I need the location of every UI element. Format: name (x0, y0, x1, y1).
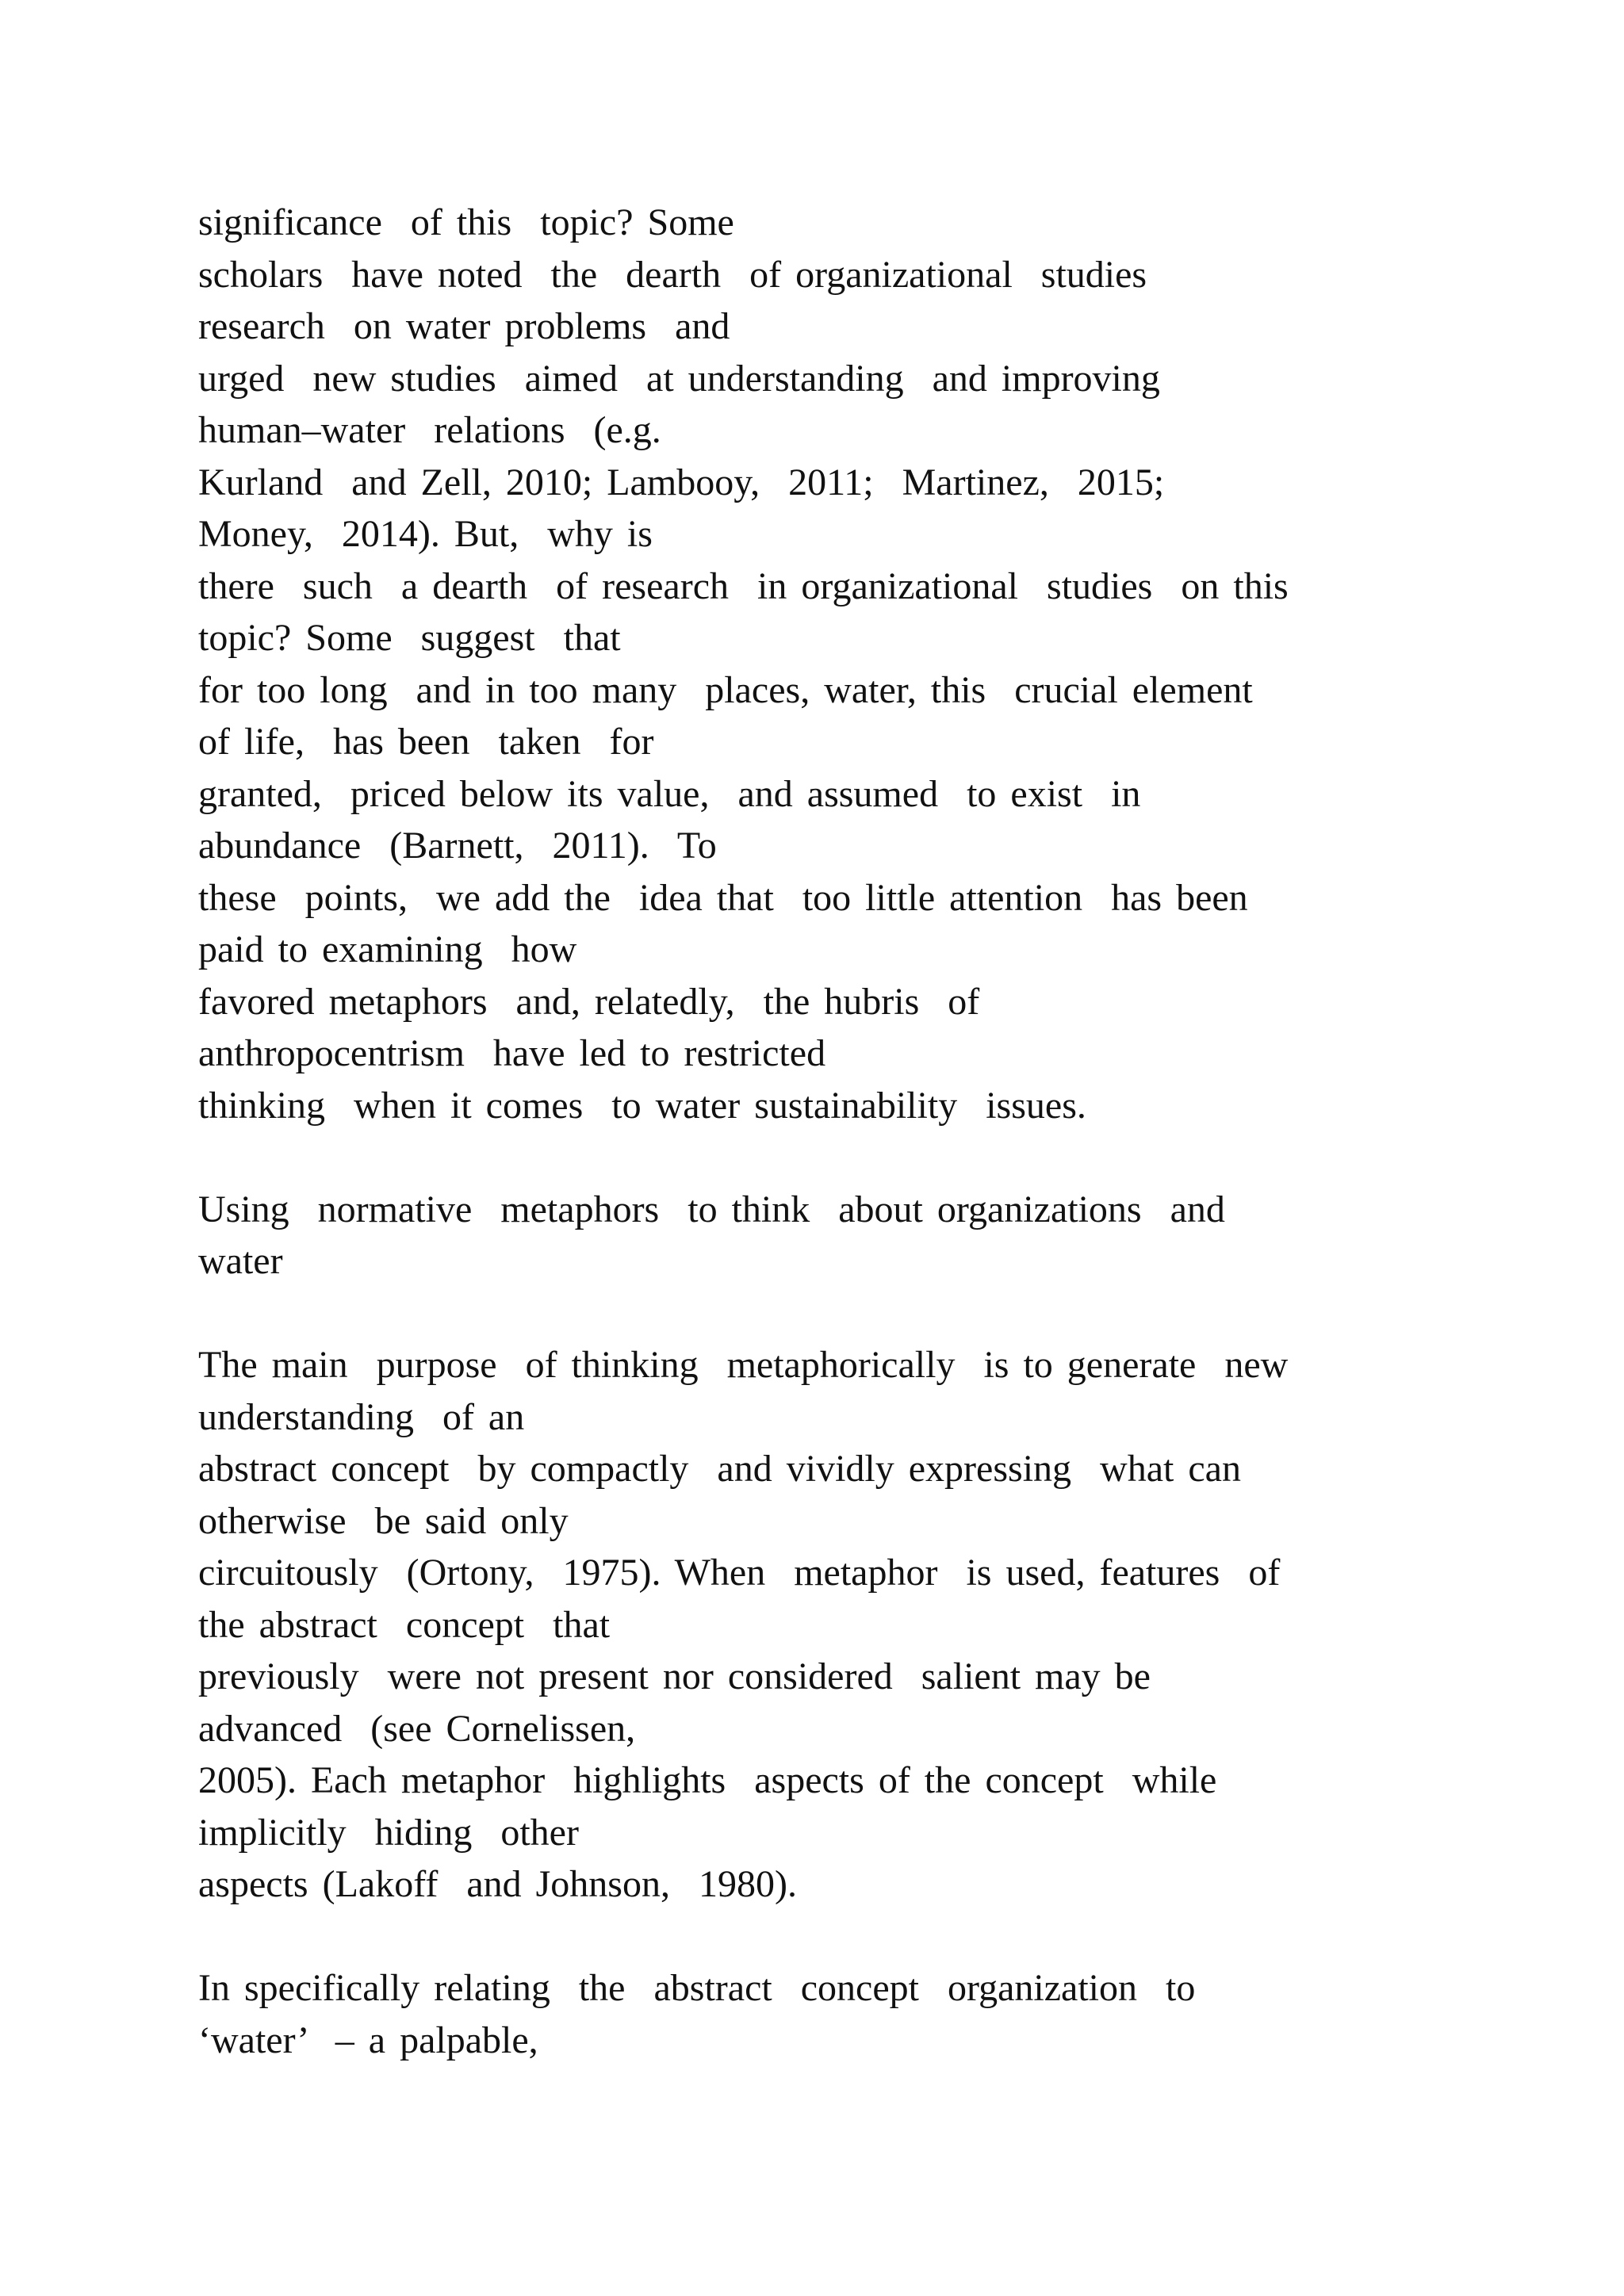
text-line: 2005). Each metaphor highlights aspects of the concept while (198, 1759, 1217, 1801)
section-heading (198, 1184, 1435, 1288)
text-line: of life, has been taken for (198, 721, 654, 763)
text-line: paid to examining how (198, 928, 577, 970)
text-line: the abstract concept that (198, 1603, 611, 1646)
paragraph-gap (198, 1911, 1435, 1963)
text-line: for too long and in too many places, water, this crucial element (198, 668, 1253, 711)
text-line: scholars have noted the dearth of organizational studies (198, 253, 1147, 296)
text-line: aspects (Lakoff and Johnson, 1980). (198, 1863, 797, 1905)
text-line: otherwise be said only (198, 1499, 569, 1542)
paragraph-1 (198, 197, 1435, 1131)
paragraph-gap (198, 1288, 1435, 1340)
text-line: Money, 2014). But, why is (198, 513, 653, 555)
paragraph-gap (198, 1131, 1435, 1184)
text-line: abundance (Barnett, 2011). To (198, 825, 717, 867)
text-line: human–water relations (e.g. (198, 409, 661, 451)
text-line: thinking when it comes to water sustainability issues. (198, 1084, 1086, 1127)
text-line: The main purpose of thinking metaphorically is to generate new (198, 1344, 1289, 1386)
text-line: topic? Some suggest that (198, 617, 621, 659)
text-line: implicitly hiding other (198, 1811, 579, 1854)
text-line: favored metaphors and, relatedly, the hubris of (198, 980, 980, 1023)
text-line: anthropocentrism have led to restricted (198, 1032, 826, 1074)
text-line: ‘water’ – a palpable, (198, 2019, 538, 2061)
text-line: previously were not present nor considered salient may be (198, 1655, 1151, 1697)
text-line: Kurland and Zell, 2010; Lambooy, 2011; Martinez, 2015; (198, 461, 1165, 503)
text-line: urged new studies aimed at understanding and improving (198, 357, 1160, 400)
body-text (198, 197, 1435, 2066)
text-line: granted, priced below its value, and assumed to exist in (198, 772, 1141, 815)
paragraph-3 (198, 1962, 1435, 2066)
heading-line: Using normative metaphors to think about organizations and (198, 1188, 1225, 1230)
heading-line: water (198, 1240, 283, 1282)
text-line: understanding of an (198, 1395, 525, 1438)
paragraph-2 (198, 1339, 1435, 1911)
text-line: these points, we add the idea that too little attention has been (198, 876, 1248, 919)
text-line: advanced (see Cornelissen, (198, 1707, 636, 1750)
text-line: abstract concept by compactly and vividly expressing what can (198, 1448, 1241, 1490)
text-line: research on water problems and (198, 305, 730, 347)
text-line: significance of this topic? Some (198, 201, 734, 243)
text-line: there such a dearth of research in organizational studies on this (198, 564, 1289, 607)
text-line: circuitously (Ortony, 1975). When metaphor is used, features of (198, 1552, 1281, 1594)
text-line: In specifically relating the abstract concept organization to (198, 1967, 1196, 2009)
